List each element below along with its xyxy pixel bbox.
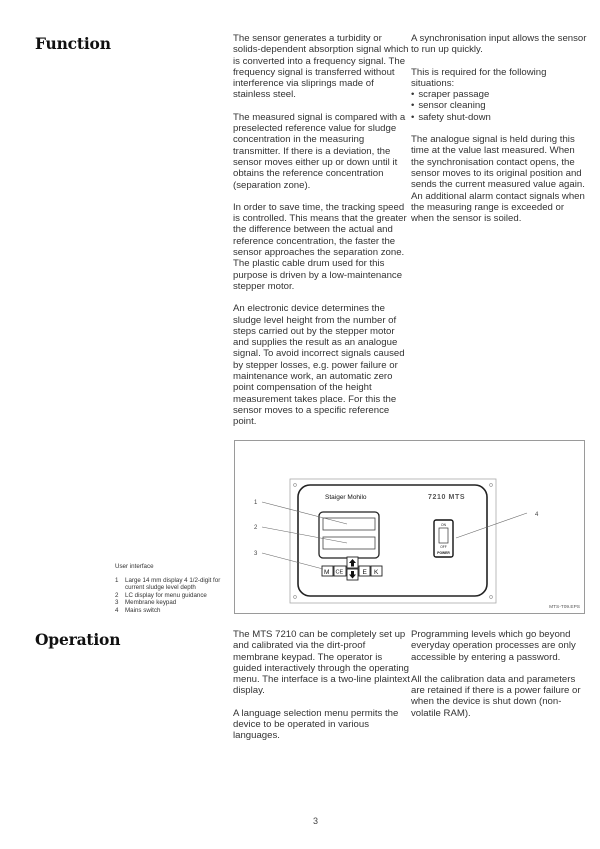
caption-item: [115, 577, 235, 592]
model-text: 7210 MTS: [428, 494, 466, 501]
caption-text: LC display for menu guidance: [125, 591, 207, 599]
callout-number: 2: [254, 525, 258, 531]
paragraph: An electronic device determines the sludge level height from the number of steps carried out by the stepper motor and supplies the result as an analogue signal. To avoid incorrect signals caused by stepper losses, e.g. power failure or maintenance work, an automatic zero point compensation of the height measurement takes place. For this the sensor moves to a specific reference point.: [233, 303, 405, 428]
paragraph: The measured signal is compared with a preselected reference value for sludge concentration in the measuring transmitter. If there is a deviation, the sensor moves either up or down until it obtains the reference concentration (separation zone).: [233, 111, 406, 191]
paragraph: A language selection menu permits the device to be operated in various languages.: [233, 707, 399, 742]
list-intro: This is required for the following situations:: [411, 66, 547, 89]
mains-switch[interactable]: [434, 520, 453, 557]
paragraph: All the calibration data and parameters are retained if there is a power failure or when the device is shut down (non-volatile RAM).: [411, 673, 581, 719]
caption-num: 1: [115, 576, 119, 584]
caption-num: 3: [115, 599, 119, 607]
paragraph: Programming levels which go beyond everyday operation processes are only accessible by entering a password.: [411, 629, 576, 663]
switch-off-label: OFF: [440, 545, 447, 549]
caption-text: Mains switch: [125, 606, 161, 614]
key-k-label: K: [374, 569, 379, 576]
paragraph: The analogue signal is held during this time at the value last measured. When the synchronisation contact opens, the sensor moves to its original position and sends the current measured value again. An additional alarm contact signals when the measuring range is exceeded or when the sensor is soiled.: [411, 134, 585, 225]
switch-on-label: ON: [441, 523, 446, 527]
paragraph: A synchronisation input allows the sensor to run up quickly.: [411, 33, 587, 56]
operation-column-2: [411, 629, 589, 730]
function-column-2: [411, 33, 589, 235]
rocker-icon: [439, 528, 448, 543]
key-ce-label: CE: [335, 569, 344, 576]
front-panel-drawing: [235, 441, 584, 613]
caption-item: [115, 599, 235, 607]
caption-text: Large 14 mm display 4 1/2-digit for current sludge level depth: [125, 576, 221, 592]
caption-item: [115, 607, 235, 615]
caption-text: Membrane keypad: [125, 599, 177, 607]
operation-column-1: [233, 629, 411, 753]
page-number: 3: [313, 816, 319, 826]
switch-power-label: POWER: [437, 551, 450, 555]
lc-display: [323, 537, 375, 549]
situations-list: [411, 89, 589, 123]
paragraph: In order to save time, the tracking speed is controlled. This means that the greater the difference between the actual and reference concentration, the faster the sensor approaches the separation zone. The plastic cable drum used for this purpose is driven by a low-maintenance stepper motor.: [233, 201, 407, 292]
user-interface-figure: [234, 440, 585, 614]
caption-title: User interface: [115, 563, 154, 570]
callout-number: 1: [254, 500, 258, 506]
caption-num: 4: [115, 606, 119, 614]
paragraph: The sensor generates a turbidity or solids-dependent absorption signal which is converted into a frequency signal. The frequency signal is transferred without interference via sliprings made of stainless steel.: [233, 33, 409, 101]
key-e-label: E: [362, 569, 367, 576]
callout-number: 3: [254, 551, 258, 557]
function-heading: Function: [35, 34, 111, 53]
list-item: • sensor cleaning: [411, 100, 589, 111]
list-item: • safety shut-down: [411, 112, 589, 123]
figure-caption: [115, 563, 235, 615]
function-column-1: [233, 33, 411, 439]
operation-heading: Operation: [35, 630, 121, 649]
list-item: • scraper passage: [411, 89, 589, 100]
caption-item: [115, 592, 235, 600]
paragraph: The MTS 7210 can be completely set up and calibrated via the dirt-proof membrane keypad. The operator is guided interactively through the operating menu. The interface is a two-line plaintext display.: [233, 629, 410, 697]
key-m-label: M: [324, 569, 330, 576]
figure-id: MTS-T09.EPS: [549, 605, 580, 610]
brand-text: Staiger Mohilo: [325, 494, 367, 501]
caption-num: 2: [115, 591, 119, 599]
callout-number: 4: [535, 512, 539, 518]
